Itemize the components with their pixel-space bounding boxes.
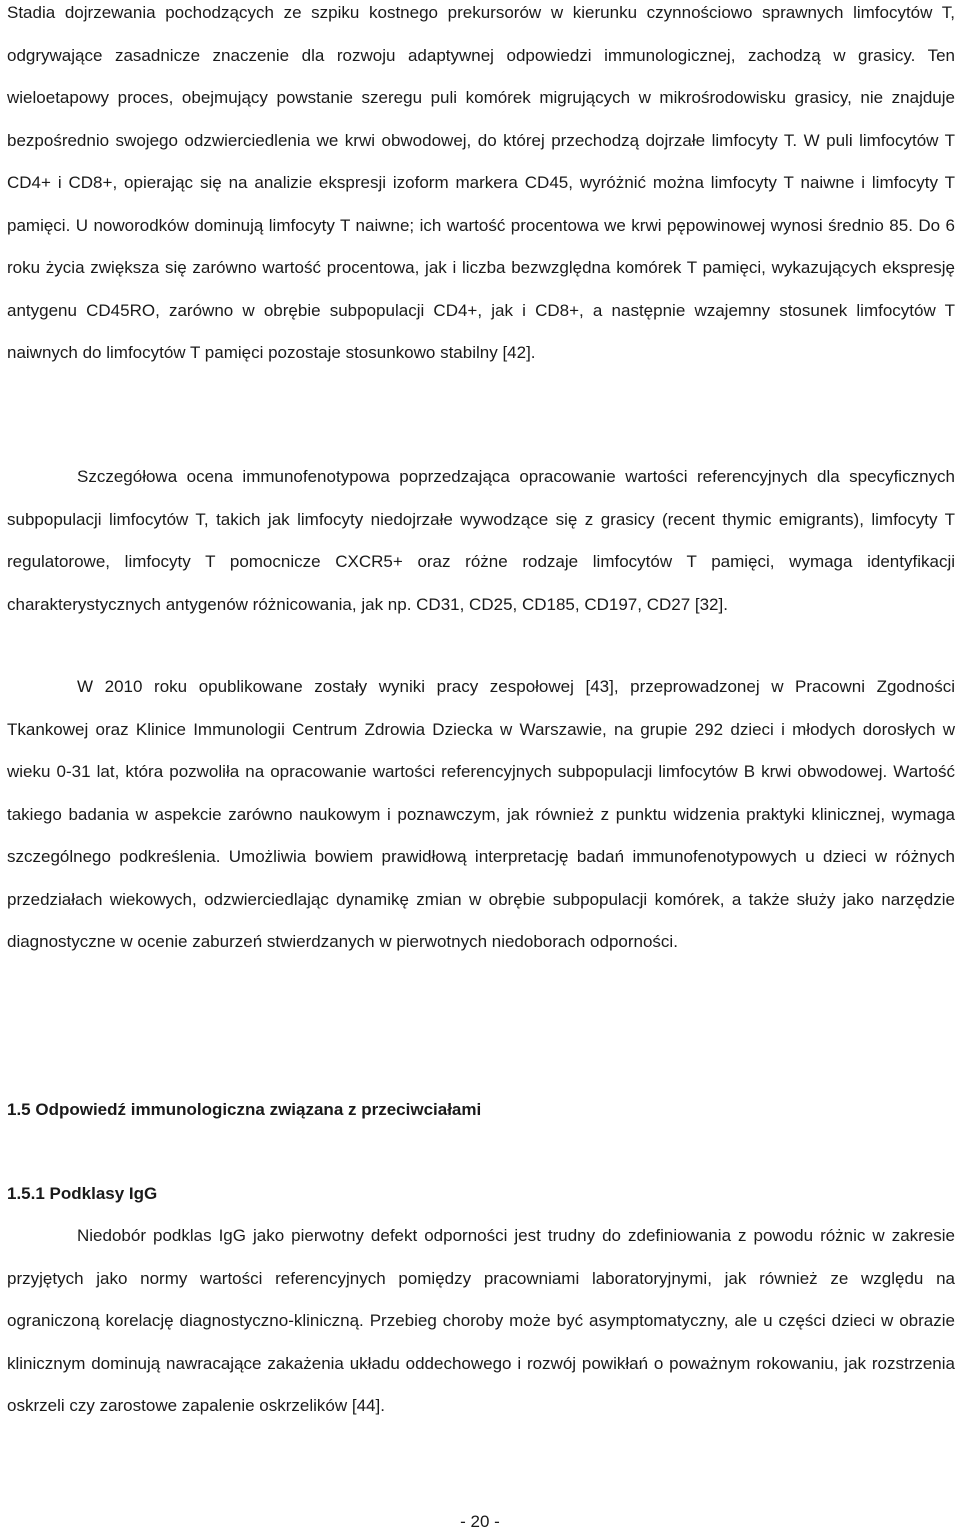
section-heading: 1.5 Odpowiedź immunologiczna związana z przeciwciałami: [7, 1100, 482, 1119]
page-number: - 20 -: [460, 1512, 500, 1531]
body-paragraph-2010-study: W 2010 roku opublikowane zostały wyniki pracy zespołowej [43], przeprowadzonej w Pracowni Zgodności Tkankowej oraz Klinice Immunologii Centrum Zdrowia Dziecka w Warszawie, na grupie 292 dzieci i młodych dorosłych w wieku 0-31 lat, która pozwoliła na opracowanie wartości referencyjnych subpopulacji limfocytów B krwi obwodowej. Wartość takiego badania w aspekcie zarówno naukowym i poznawczym, jak również z punktu widzenia praktyki klinicznej, wymaga szczególnego podkreślenia. Umożliwia bowiem prawidłową interpretację badań immunofenotypowych u dzieci w różnych przedziałach wiekowych, odzwierciedlając dynamikę zmian w obrębie subpopulacji komórek, a także służy jako narzędzie diagnostyczne w ocenie zaburzeń stwierdzanych w pierwotnych niedoborach odporności.: [7, 677, 955, 951]
body-paragraph-igg-subclass-deficiency: Niedobór podklas IgG jako pierwotny defekt odporności jest trudny do zdefiniowania z powodu różnic w zakresie przyjętych jako normy wartości referencyjnych pomiędzy pracowniami laboratoryjnymi, jak również ze względu na ograniczoną korelację diagnostyczno-kliniczną. Przebieg choroby może być asymptomatyczny, ale u części dzieci w obrazie klinicznym dominują nawracające zakażenia układu oddechowego i rozwój powikłań o poważnym rokowaniu, jak rozstrzenia oskrzeli czy zarostowe zapalenie oskrzelików [44].: [7, 1226, 955, 1415]
body-paragraph-t-cell-maturation: Stadia dojrzewania pochodzących ze szpiku kostnego prekursorów w kierunku czynnościowo sprawnych limfocytów T, odgrywające zasadnicze znaczenie dla rozwoju adaptywnej odpowiedzi immunologicznej, zachodzą w grasicy. Ten wieloetapowy proces, obejmujący powstanie szeregu puli komórek migrujących w mikrośrodowisku grasicy, nie znajduje bezpośrednio swojego odzwierciedlenia we krwi obwodowej, do której przechodzą dojrzałe limfocyty T. W puli limfocytów T CD4+ i CD8+, opierając się na analizie ekspresji izoform markera CD45, wyróżnić można limfocyty T naiwne i limfocyty T pamięci. U noworodków dominują limfocyty T naiwne; ich wartość procentowa we krwi pępowinowej wynosi średnio 85. Do 6 roku życia zwiększa się zarówno wartość procentowa, jak i liczba bezwzględna komórek T pamięci, wykazujących ekspresję antygenu CD45RO, zarówno w obrębie subpopulacji CD4+, jak i CD8+, a następnie wzajemny stosunek limfocytów T naiwnych do limfocytów T pamięci pozostaje stosunkowo stabilny [42].: [7, 3, 955, 362]
subsection-heading: 1.5.1 Podklasy IgG: [7, 1184, 158, 1203]
body-paragraph-immunophenotype-assessment: Szczegółowa ocena immunofenotypowa poprzedzająca opracowanie wartości referencyjnych dla specyficznych subpopulacji limfocytów T, takich jak limfocyty niedojrzałe wywodzące się z grasicy (recent thymic emigrants), limfocyty T regulatorowe, limfocyty T pomocnicze CXCR5+ oraz różne rodzaje limfocytów T pamięci, wymaga identyfikacji charakterystycznych antygenów różnicowania, jak np. CD31, CD25, CD185, CD197, CD27 [32].: [7, 467, 955, 614]
